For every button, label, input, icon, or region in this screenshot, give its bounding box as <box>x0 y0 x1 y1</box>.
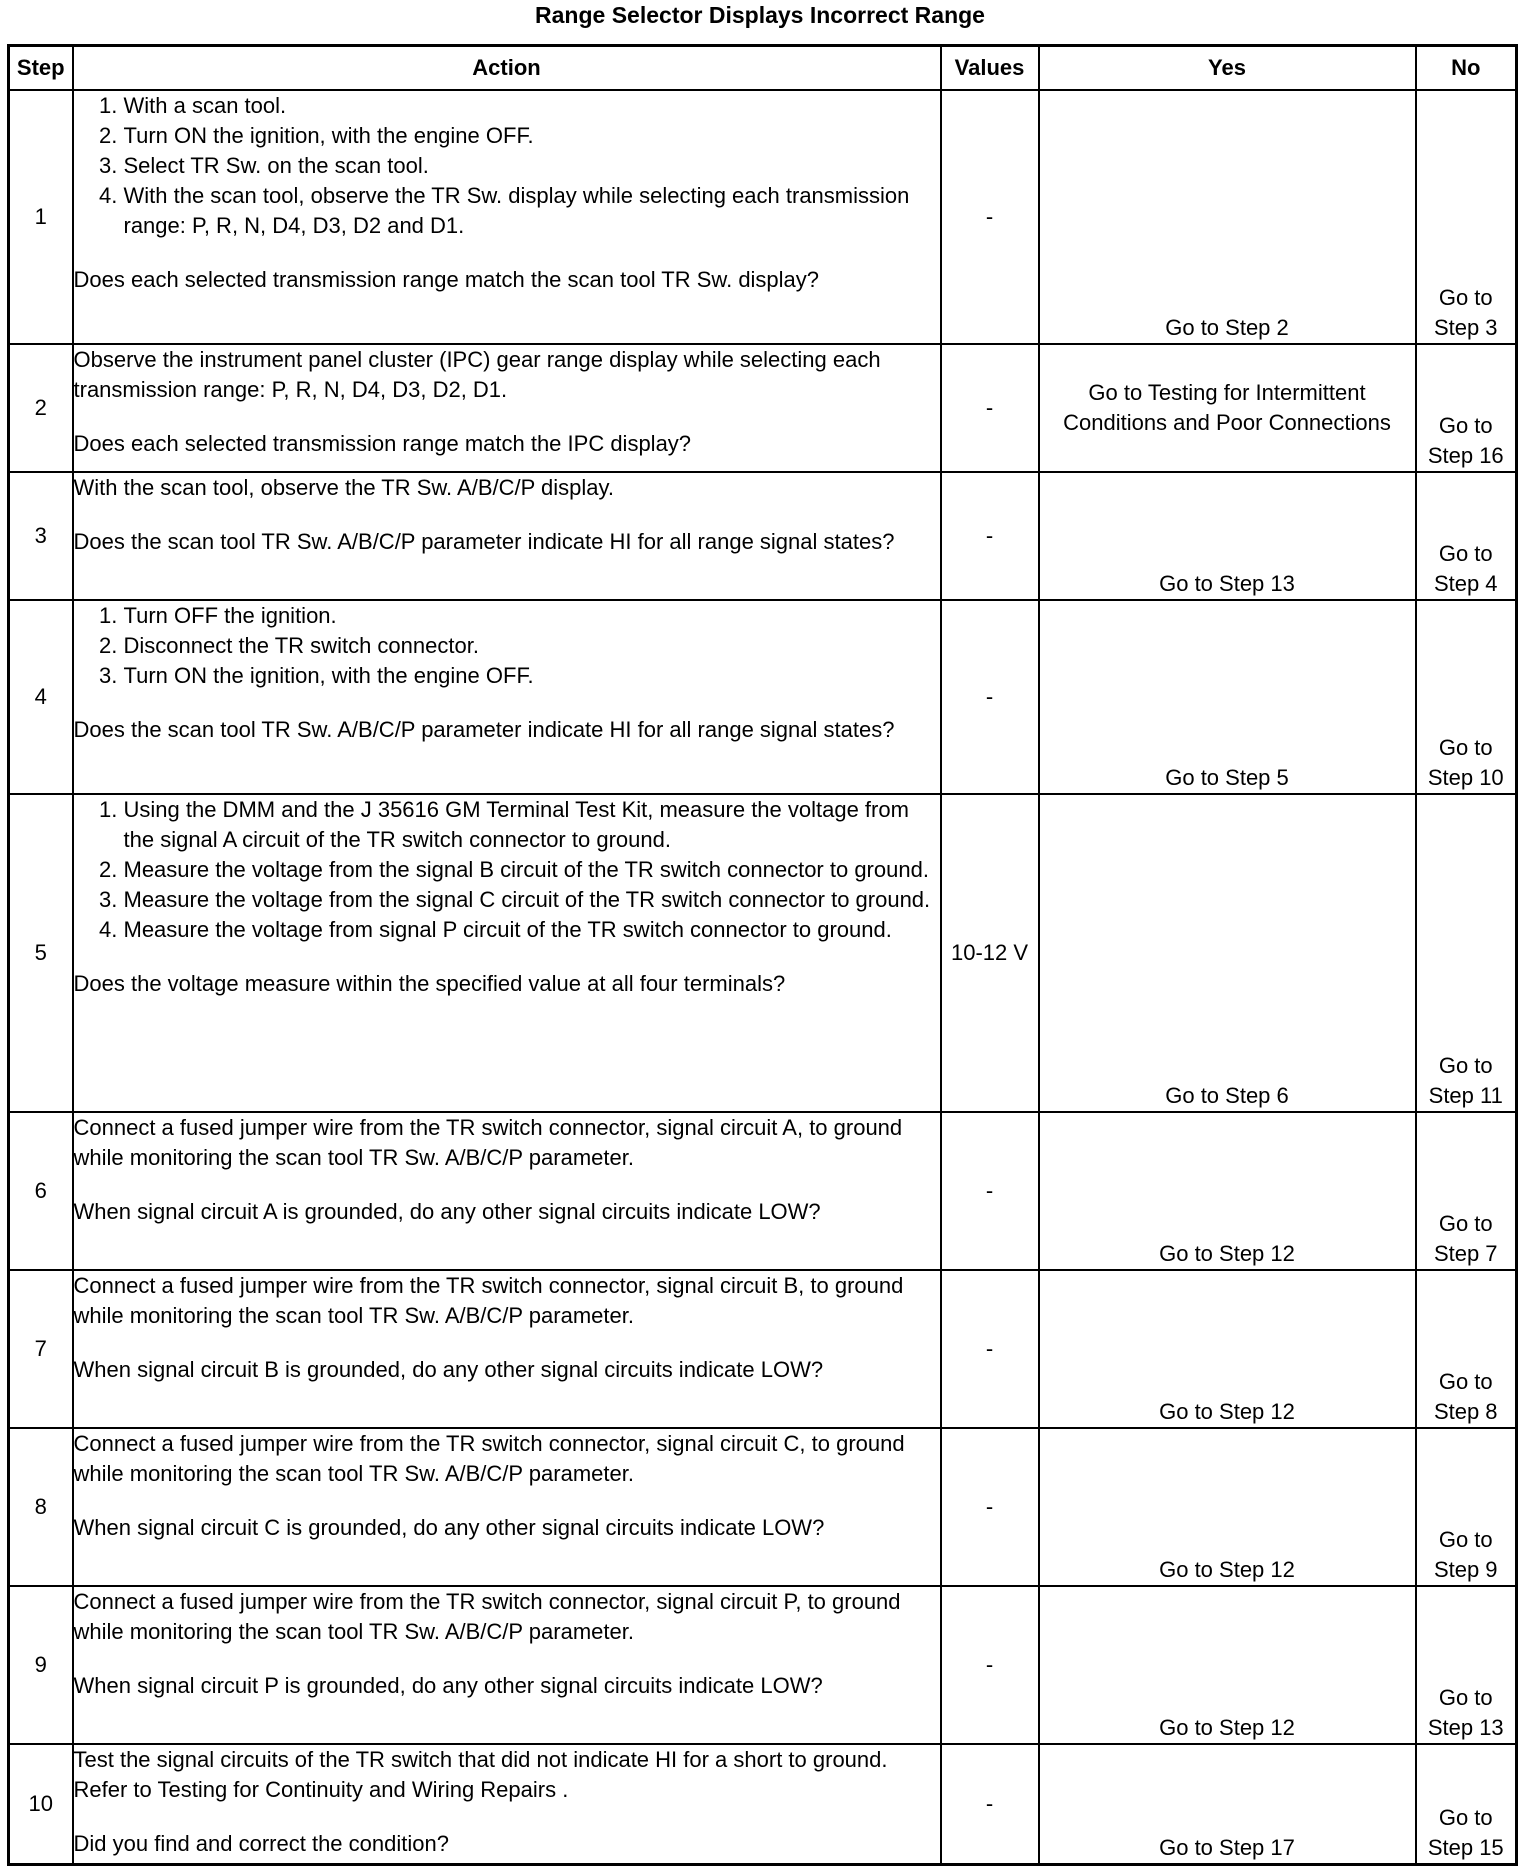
values-cell: - <box>941 1428 1039 1586</box>
action-steps <box>74 91 940 241</box>
header-action: Action <box>73 46 941 91</box>
action-text: Connect a fused jumper wire from the TR switch connector, signal circuit A, to ground while monitoring the scan tool TR Sw. A/B/C/P parameter. <box>73 1115 903 1170</box>
step-number: 7 <box>9 1270 73 1428</box>
values-cell: 10-12 V <box>941 794 1039 1112</box>
step-number: 3 <box>9 472 73 600</box>
step-number: 1 <box>9 90 73 344</box>
action-question: Did you find and correct the condition? <box>73 1831 449 1856</box>
table-row <box>9 1744 1517 1865</box>
action-steps <box>74 795 940 945</box>
no-cell: Go to Step 4 <box>1416 472 1517 600</box>
action-step: 3. Select TR Sw. on the scan tool. <box>124 151 940 181</box>
action-step: 1. With a scan tool. <box>124 91 940 121</box>
table-row <box>9 344 1517 472</box>
no-cell: Go to Step 8 <box>1416 1270 1517 1428</box>
table-row <box>9 1428 1517 1586</box>
yes-cell: Go to Step 6 <box>1039 794 1416 1112</box>
no-cell: Go to Step 7 <box>1416 1112 1517 1270</box>
action-text: With the scan tool, observe the TR Sw. A/B/C/P display. <box>73 475 614 500</box>
action-step: 1. Using the DMM and the J 35616 GM Terminal Test Kit, measure the voltage from the signal A circuit of the TR switch connector to ground. <box>124 795 940 855</box>
step-number: 9 <box>9 1586 73 1744</box>
values-cell: - <box>941 90 1039 344</box>
action-cell <box>73 90 941 344</box>
action-question: When signal circuit B is grounded, do any other signal circuits indicate LOW? <box>73 1357 824 1382</box>
action-step: 3. Turn ON the ignition, with the engine OFF. <box>124 661 940 691</box>
step-number: 6 <box>9 1112 73 1270</box>
no-cell: Go to Step 3 <box>1416 90 1517 344</box>
step-number: 5 <box>9 794 73 1112</box>
step-number: 4 <box>9 600 73 794</box>
action-step: 4. Measure the voltage from signal P circuit of the TR switch connector to ground. <box>124 915 940 945</box>
action-cell <box>73 1428 941 1586</box>
values-cell: - <box>941 344 1039 472</box>
action-question: When signal circuit C is grounded, do any other signal circuits indicate LOW? <box>73 1515 825 1540</box>
action-question: Does the voltage measure within the specified value at all four terminals? <box>73 971 786 996</box>
yes-cell: Go to Step 12 <box>1039 1112 1416 1270</box>
table-row <box>9 90 1517 344</box>
header-step: Step <box>9 46 73 91</box>
action-step: 3. Measure the voltage from the signal C circuit of the TR switch connector to ground. <box>124 885 940 915</box>
action-steps <box>74 601 940 691</box>
action-step: 2. Disconnect the TR switch connector. <box>124 631 940 661</box>
no-cell: Go to Step 13 <box>1416 1586 1517 1744</box>
no-cell: Go to Step 16 <box>1416 344 1517 472</box>
yes-cell: Go to Step 12 <box>1039 1586 1416 1744</box>
header-no: No <box>1416 46 1517 91</box>
diagnostic-table <box>7 44 1518 1866</box>
action-step: 1. Turn OFF the ignition. <box>124 601 940 631</box>
action-question: When signal circuit A is grounded, do any other signal circuits indicate LOW? <box>73 1199 821 1224</box>
no-cell: Go to Step 10 <box>1416 600 1517 794</box>
no-cell: Go to Step 15 <box>1416 1744 1517 1865</box>
action-cell <box>73 1270 941 1428</box>
values-cell: - <box>941 1112 1039 1270</box>
action-question: Does the scan tool TR Sw. A/B/C/P parameter indicate HI for all range signal states? <box>73 529 895 554</box>
action-cell <box>73 794 941 1112</box>
header-yes: Yes <box>1039 46 1416 91</box>
action-cell <box>73 1112 941 1270</box>
no-cell: Go to Step 11 <box>1416 794 1517 1112</box>
step-number: 2 <box>9 344 73 472</box>
no-cell: Go to Step 9 <box>1416 1428 1517 1586</box>
action-cell <box>73 1586 941 1744</box>
header-values: Values <box>941 46 1039 91</box>
action-text: Observe the instrument panel cluster (IPC) gear range display while selecting each transmission range: P, R, N, D4, D3, D2, D1. <box>73 347 881 402</box>
values-cell: - <box>941 1744 1039 1865</box>
yes-cell: Go to Step 5 <box>1039 600 1416 794</box>
action-cell <box>73 472 941 600</box>
document-title: Range Selector Displays Incorrect Range <box>535 2 985 28</box>
action-question: Does the scan tool TR Sw. A/B/C/P parameter indicate HI for all range signal states? <box>73 717 895 742</box>
yes-cell: Go to Step 12 <box>1039 1270 1416 1428</box>
action-question: Does each selected transmission range match the IPC display? <box>73 431 692 456</box>
action-text: Connect a fused jumper wire from the TR switch connector, signal circuit C, to ground while monitoring the scan tool TR Sw. A/B/C/P parameter. <box>73 1431 905 1486</box>
action-cell <box>73 600 941 794</box>
table-row <box>9 1586 1517 1744</box>
action-text: Test the signal circuits of the TR switch that did not indicate HI for a short to ground. Refer to Testing for Continuity and Wiring Repairs . <box>73 1747 888 1802</box>
values-cell: - <box>941 1270 1039 1428</box>
action-question: When signal circuit P is grounded, do any other signal circuits indicate LOW? <box>73 1673 823 1698</box>
yes-cell: Go to Testing for Intermittent Conditions and Poor Connections <box>1039 344 1416 472</box>
step-number: 8 <box>9 1428 73 1586</box>
action-text: Connect a fused jumper wire from the TR switch connector, signal circuit P, to ground while monitoring the scan tool TR Sw. A/B/C/P parameter. <box>73 1589 901 1644</box>
table-header-row <box>9 46 1517 91</box>
yes-cell: Go to Step 17 <box>1039 1744 1416 1865</box>
table-row <box>9 794 1517 1112</box>
values-cell: - <box>941 472 1039 600</box>
action-step: 2. Measure the voltage from the signal B circuit of the TR switch connector to ground. <box>124 855 940 885</box>
action-text: Connect a fused jumper wire from the TR switch connector, signal circuit B, to ground while monitoring the scan tool TR Sw. A/B/C/P parameter. <box>73 1273 904 1328</box>
action-cell <box>73 1744 941 1865</box>
table-row <box>9 1112 1517 1270</box>
action-step: 2. Turn ON the ignition, with the engine OFF. <box>124 121 940 151</box>
action-question: Does each selected transmission range match the scan tool TR Sw. display? <box>73 267 820 292</box>
yes-cell: Go to Step 12 <box>1039 1428 1416 1586</box>
yes-cell: Go to Step 13 <box>1039 472 1416 600</box>
action-cell <box>73 344 941 472</box>
action-step: 4. With the scan tool, observe the TR Sw. display while selecting each transmission range: P, R, N, D4, D3, D2 and D1. <box>124 181 940 241</box>
table-row <box>9 472 1517 600</box>
values-cell: - <box>941 1586 1039 1744</box>
table-row <box>9 1270 1517 1428</box>
yes-cell: Go to Step 2 <box>1039 90 1416 344</box>
table-row <box>9 600 1517 794</box>
step-number: 10 <box>9 1744 73 1865</box>
values-cell: - <box>941 600 1039 794</box>
